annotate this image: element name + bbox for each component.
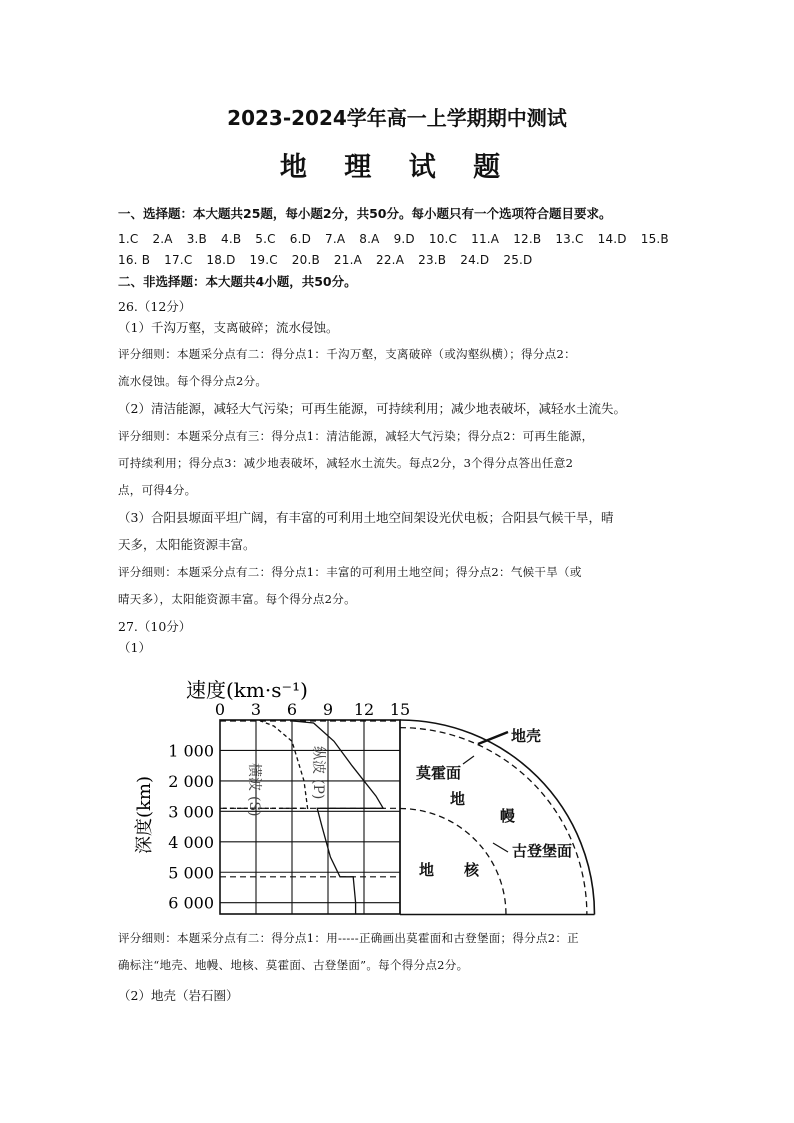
answer-item: 6.D — [289, 232, 312, 246]
q26-rubric-3b: 晴天多），太阳能资源丰富。每个得分点2分。 — [118, 592, 356, 606]
gutenberg-arc — [400, 809, 506, 915]
page-title: 2023-2024学年高一上学期期中测试 — [227, 106, 567, 130]
wave-series — [220, 720, 383, 914]
answer-item: 4.B — [221, 232, 242, 246]
answers-row-2 — [118, 253, 546, 267]
x-tick-label: 12 — [353, 700, 375, 719]
answer-item: 19.C — [249, 253, 278, 267]
y-tick-label: 6 000 — [168, 893, 214, 913]
answer-item: 3.B — [186, 232, 207, 246]
x-tick-labels — [215, 700, 410, 719]
section1-heading: 一、选择题：本大题共25题，每小题2分，共50分。每小题只有一个选项符合题目要求。 — [118, 206, 612, 221]
q27-rubric-1b: 确标注“地壳、地幔、地核、莫霍面、古登堡面”。每个得分点2分。 — [118, 958, 469, 972]
moho-arc — [400, 728, 587, 915]
q26-answer-3b: 天多，太阳能资源丰富。 — [118, 537, 256, 552]
chart-title: 速度(km·s⁻¹) — [186, 678, 308, 702]
page-subtitle: 地 理 试 题 — [279, 152, 515, 183]
q26-answer-2: （2）清洁能源，减轻大气污染；可再生能源，可持续利用；减少地表破坏，减轻水土流失。 — [118, 401, 626, 416]
earth-quadrant — [400, 720, 595, 915]
answer-item: 15.B — [640, 232, 669, 246]
layer-labels — [416, 727, 572, 879]
x-tick-label: 0 — [214, 700, 226, 719]
answer-item: 10.C — [428, 232, 458, 246]
answer-item: 14.D — [597, 232, 627, 246]
q26-answer-1: （1）千沟万壑，支离破碎；流水侵蚀。 — [118, 320, 339, 335]
x-tick-label: 9 — [322, 700, 334, 719]
q26-rubric-1b: 流水侵蚀。每个得分点2分。 — [118, 374, 268, 388]
answer-item: 8.A — [359, 232, 380, 246]
answer-item: 25.D — [503, 253, 533, 267]
gutenberg-leader-line — [493, 843, 508, 852]
x-tick-label: 3 — [250, 700, 262, 719]
p-wave-line — [292, 720, 383, 914]
answer-item: 5.C — [255, 232, 276, 246]
surface-arc — [400, 720, 595, 915]
s-wave-label: 横波 — [246, 763, 262, 791]
p-wave-label: 纵波 — [310, 746, 326, 774]
q26-rubric-2a: 评分细则：本题采分点有三：得分点1：清洁能源，减轻大气污染；得分点2：可再生能源， — [118, 429, 594, 443]
answer-item: 16. B — [118, 253, 151, 267]
q26-head: 26.（12分） — [118, 299, 192, 314]
mantle-label-1: 地 — [450, 790, 466, 808]
chart-grid — [220, 720, 400, 914]
p-wave-symbol: (P) — [310, 779, 326, 800]
answer-item: 13.C — [555, 232, 584, 246]
y-tick-label: 3 000 — [168, 802, 214, 822]
x-tick-label: 6 — [286, 700, 298, 719]
q26-rubric-1a: 评分细则：本题采分点有二：得分点1：千沟万壑，支离破碎（或沟壑纵横）；得分点2： — [118, 347, 576, 361]
answer-item: 22.A — [376, 253, 405, 267]
core-label-2: 核 — [464, 861, 480, 879]
y-tick-labels — [168, 741, 214, 912]
answer-item: 18.D — [206, 253, 236, 267]
moho-label: 莫霍面 — [416, 764, 462, 782]
s-wave-line — [220, 720, 308, 808]
y-axis-label: 深度(km) — [134, 775, 155, 854]
answer-item: 11.A — [471, 232, 500, 246]
answers-row-1 — [118, 232, 683, 246]
q27-rubric-1a: 评分细则：本题采分点有二：得分点1：用-----正确画出莫霍面和古登堡面；得分点2：正 — [118, 931, 579, 945]
answer-item: 24.D — [460, 253, 490, 267]
gutenberg-label: 古登堡面 — [512, 842, 573, 860]
crust-label: 地壳 — [511, 727, 542, 745]
answer-item: 23.B — [418, 253, 447, 267]
q26-rubric-3a: 评分细则：本题采分点有二：得分点1：丰富的可利用土地空间；得分点2：气候干旱（或 — [118, 565, 582, 579]
answer-item: 17.C — [164, 253, 193, 267]
answer-item: 20.B — [291, 253, 320, 267]
y-tick-label: 5 000 — [168, 863, 214, 883]
x-tick-label: 15 — [389, 700, 411, 719]
q26-rubric-2b: 可持续利用；得分点3：减少地表破坏，减轻水土流失。每点2分，3个得分点答出任意2 — [118, 456, 574, 470]
q27-answer-1: （1） — [118, 640, 151, 655]
s-wave-symbol: (S) — [246, 796, 262, 817]
mantle-label-2: 幔 — [500, 807, 516, 825]
answer-item: 12.B — [513, 232, 542, 246]
q27-head: 27.（10分） — [118, 619, 192, 634]
moho-leader-line — [463, 756, 474, 764]
answer-item: 9.D — [393, 232, 415, 246]
chart-frame — [220, 720, 400, 914]
core-label-1: 地 — [419, 861, 435, 879]
q27-answer-2: （2）地壳（岩石圈） — [118, 988, 239, 1003]
answer-item: 7.A — [325, 232, 346, 246]
q26-rubric-2c: 点，可得4分。 — [118, 483, 197, 497]
y-tick-label: 4 000 — [168, 832, 214, 852]
answer-item: 2.A — [152, 232, 173, 246]
y-tick-label: 1 000 — [168, 741, 214, 761]
q26-answer-3a: （3）合阳县塬面平坦广阔，有丰富的可利用土地空间架设光伏电板；合阳县气候干旱，晴 — [118, 510, 614, 525]
section2-heading: 二、非选择题：本大题共4小题，共50分。 — [118, 274, 357, 289]
answer-item: 1.C — [118, 232, 139, 246]
answer-item: 21.A — [333, 253, 363, 267]
earth-interior-wave-chart — [134, 668, 620, 930]
y-tick-label: 2 000 — [168, 771, 214, 791]
